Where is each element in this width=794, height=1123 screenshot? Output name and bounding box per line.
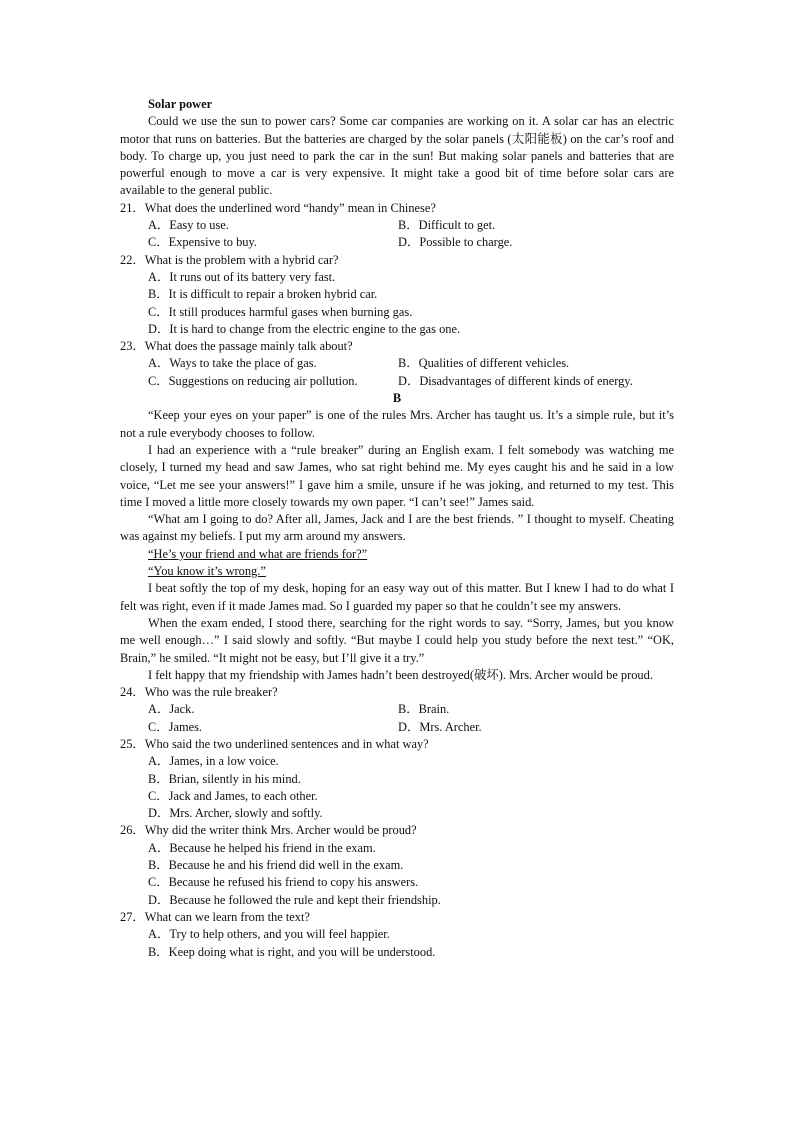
- question-27-stem: 27．What can we learn from the text?: [120, 909, 310, 924]
- question-25-stem: 25．Who said the two underlined sentences and in what way?: [120, 736, 429, 751]
- question-26-stem: 26．Why did the writer think Mrs. Archer would be proud?: [120, 823, 417, 838]
- page-content: [120, 96, 674, 961]
- question-22: [120, 252, 674, 338]
- question-24: [120, 684, 674, 736]
- passage-b-paragraph-4: I beat softly the top of my desk, hoping for an easy way out of this matter. But I knew I had to do what I felt was right, even if it made James mad. So I guarded my paper so that he couldn’t see my answers.: [120, 581, 674, 613]
- option-c: C．Expensive to buy.: [148, 235, 257, 250]
- passage-a-title: Solar power: [148, 97, 213, 111]
- question-24-options: [120, 701, 674, 736]
- option-d: D．Disadvantages of different kinds of energy.: [398, 373, 633, 388]
- option-a: A．Because he helped his friend in the exam.: [148, 840, 376, 855]
- passage-b-paragraph-6: I felt happy that my friendship with James hadn’t been destroyed(破坏). Mrs. Archer would be proud.: [148, 667, 653, 682]
- passage-b-label: B: [392, 391, 402, 406]
- question-21: [120, 200, 674, 252]
- option-d: D．Possible to charge.: [398, 235, 513, 250]
- option-b: B．Brian, silently in his mind.: [148, 771, 301, 786]
- option-c: C．It still produces harmful gases when burning gas.: [148, 304, 413, 319]
- option-a: A．Try to help others, and you will feel happier.: [148, 927, 390, 942]
- underlined-sentence-1: “He’s your friend and what are friends for?”: [148, 546, 368, 561]
- passage-b-paragraph-3: “What am I going to do? After all, James, Jack and I are the best friends. ” I thought to myself. Cheating was against my beliefs. I put my arm around my answers.: [120, 512, 674, 544]
- question-23-stem: 23．What does the passage mainly talk about?: [120, 339, 353, 354]
- option-b: B．Because he and his friend did well in the exam.: [148, 858, 404, 873]
- question-25: [120, 736, 674, 822]
- option-b: B．Brain.: [398, 702, 450, 717]
- option-a: A．James, in a low voice.: [148, 754, 279, 769]
- option-a: A．It runs out of its battery very fast.: [148, 269, 336, 284]
- option-d: D．Because he followed the rule and kept their friendship.: [148, 892, 441, 907]
- underlined-sentence-2: “You know it’s wrong.”: [148, 564, 266, 579]
- passage-b-paragraph-5: When the exam ended, I stood there, searching for the right words to say. “Sorry, James, but you know me well enough…” I said slowly and softly. “But maybe I could help you study before the next test.” “OK, Brain,” he smiled. “It might not be easy, but I’ll give it a try.”: [120, 615, 674, 665]
- question-21-options: [120, 217, 674, 252]
- option-b: B．Keep doing what is right, and you will be understood.: [148, 944, 436, 959]
- question-24-stem: 24．Who was the rule breaker?: [120, 685, 278, 700]
- option-a: A．Jack.: [148, 702, 195, 717]
- question-22-stem: 22．What is the problem with a hybrid car?: [120, 252, 339, 267]
- passage-b-paragraph-1: “Keep your eyes on your paper” is one of the rules Mrs. Archer has taught us. It’s a simple rule, but it’s not a rule everybody chooses to follow.: [120, 408, 674, 440]
- passage-b-paragraph-2: I had an experience with a “rule breaker” during an English exam. I felt somebody was watching me closely, I turned my head and saw James, who sat right behind me. My eyes caught his and he said in a low voice, “Let me see your answers!” I gave him a smile, unsure if he was joking, and returned to my test. This time I moved a little more closely towards my own paper. “I can’t see!” James said.: [120, 442, 674, 509]
- question-23: [120, 338, 674, 390]
- option-d: D．Mrs. Archer.: [398, 719, 482, 734]
- question-26: [120, 822, 674, 908]
- option-a: A．Easy to use.: [148, 218, 229, 233]
- question-21-stem: 21．What does the underlined word “handy” mean in Chinese?: [120, 200, 436, 215]
- option-b: B．Qualities of different vehicles.: [398, 356, 570, 371]
- option-c: C．Jack and James, to each other.: [148, 788, 318, 803]
- option-c: C．Because he refused his friend to copy his answers.: [148, 875, 419, 890]
- option-d: D．Mrs. Archer, slowly and softly.: [148, 806, 323, 821]
- option-b: B．It is difficult to repair a broken hybrid car.: [148, 287, 378, 302]
- question-23-options: [120, 355, 674, 390]
- passage-a-paragraph: Could we use the sun to power cars? Some car companies are working on it. A solar car has an electric motor that runs on batteries. But the batteries are charged by the solar panels (太阳能板) on the car’s roof and body. To charge up, you just need to park the car in the sun! But making solar panels and batteries that are powerful enough to move a car is very expensive. It might take a good bit of time before solar cars are available to the general public.: [120, 114, 674, 198]
- option-c: C．James.: [148, 719, 203, 734]
- option-b: B．Difficult to get.: [398, 218, 496, 233]
- question-27: [120, 909, 674, 961]
- option-d: D．It is hard to change from the electric engine to the gas one.: [148, 321, 461, 336]
- option-c: C．Suggestions on reducing air pollution.: [148, 373, 358, 388]
- option-a: A．Ways to take the place of gas.: [148, 356, 317, 371]
